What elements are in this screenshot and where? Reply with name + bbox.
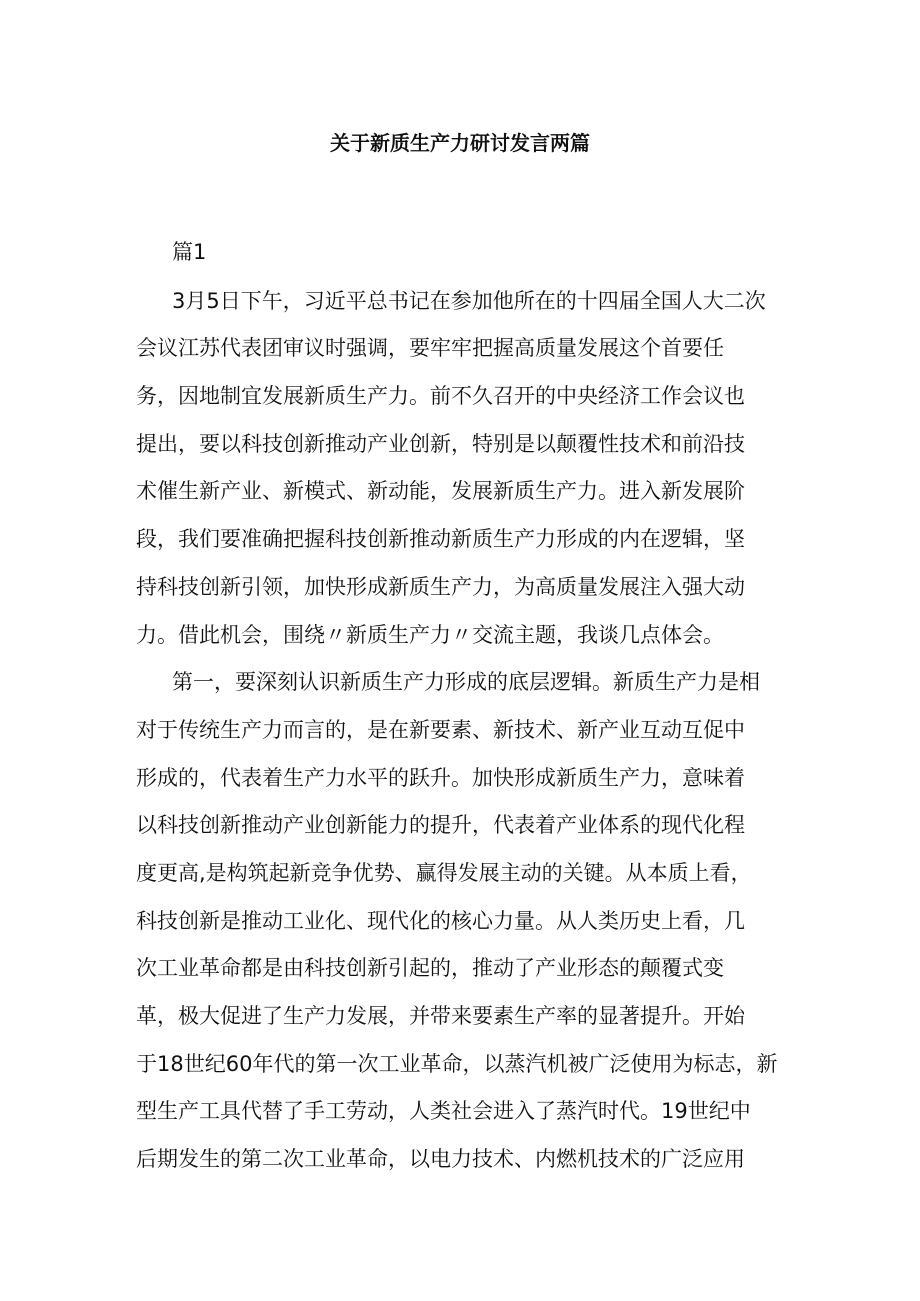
paragraph-line: 科技创新是推动工业化、现代化的核心力量。从人类历史上看，几 xyxy=(136,909,745,933)
paragraph-line: 力。借此机会，围绕〃新质生产力〃交流主题，我谈几点体会。 xyxy=(136,623,724,647)
paragraph-line: 务，因地制宜发展新质生产力。前不久召开的中央经济工作会议也 xyxy=(136,384,745,408)
paragraph-line: 形成的，代表着生产力水平的跃升。加快形成新质生产力，意味着 xyxy=(136,766,745,790)
paragraph-line: 持科技创新引领，加快形成新质生产力，为高质量发展注入强大动 xyxy=(136,575,745,599)
paragraph-line: 对于传统生产力而言的，是在新要素、新技术、新产业互动互促中 xyxy=(136,718,745,742)
paragraph-line: 度更高,是构筑起新竞争优势、赢得发展主动的关键。从本质上看， xyxy=(136,861,752,885)
paragraph-line: 段，我们要准确把握科技创新推动新质生产力形成的内在逻辑，坚 xyxy=(136,527,745,551)
paragraph-line: 提出，要以科技创新推动产业创新，特别是以颠覆性技术和前沿技 xyxy=(136,432,745,456)
paragraph-line: 型生产工具代替了手工劳动，人类社会进入了蒸汽时代。19世纪中 xyxy=(136,1099,751,1123)
paragraph-line: 以科技创新推动产业创新能力的提升，代表着产业体系的现代化程 xyxy=(136,813,745,837)
paragraph-line: 次工业革命都是由科技创新引起的，推动了产业形态的颠覆式变 xyxy=(136,956,724,980)
paragraph-line: 术催生新产业、新模式、新动能，发展新质生产力。进入新发展阶 xyxy=(136,479,745,503)
paragraph-line: 3月5日下午，习近平总书记在参加他所在的十四届全国人大二次 xyxy=(172,289,766,313)
paragraph-line: 于18世纪60年代的第一次工业革命，以蒸汽机被广泛使用为标志，新 xyxy=(136,1052,778,1076)
paragraph-line: 革，极大促进了生产力发展，并带来要素生产率的显著提升。开始 xyxy=(136,1004,745,1028)
document-title: 关于新质生产力研讨发言两篇 xyxy=(330,131,590,155)
paragraph-line: 后期发生的第二次工业革命，以电力技术、内燃机技术的广泛应用 xyxy=(136,1147,745,1171)
paragraph-line: 会议江苏代表团审议时强调，要牢牢把握高质量发展这个首要任 xyxy=(136,336,724,360)
paragraph-line: 第一，要深刻认识新质生产力形成的底层逻辑。新质生产力是相 xyxy=(172,670,760,694)
section-heading: 篇1 xyxy=(172,240,207,264)
